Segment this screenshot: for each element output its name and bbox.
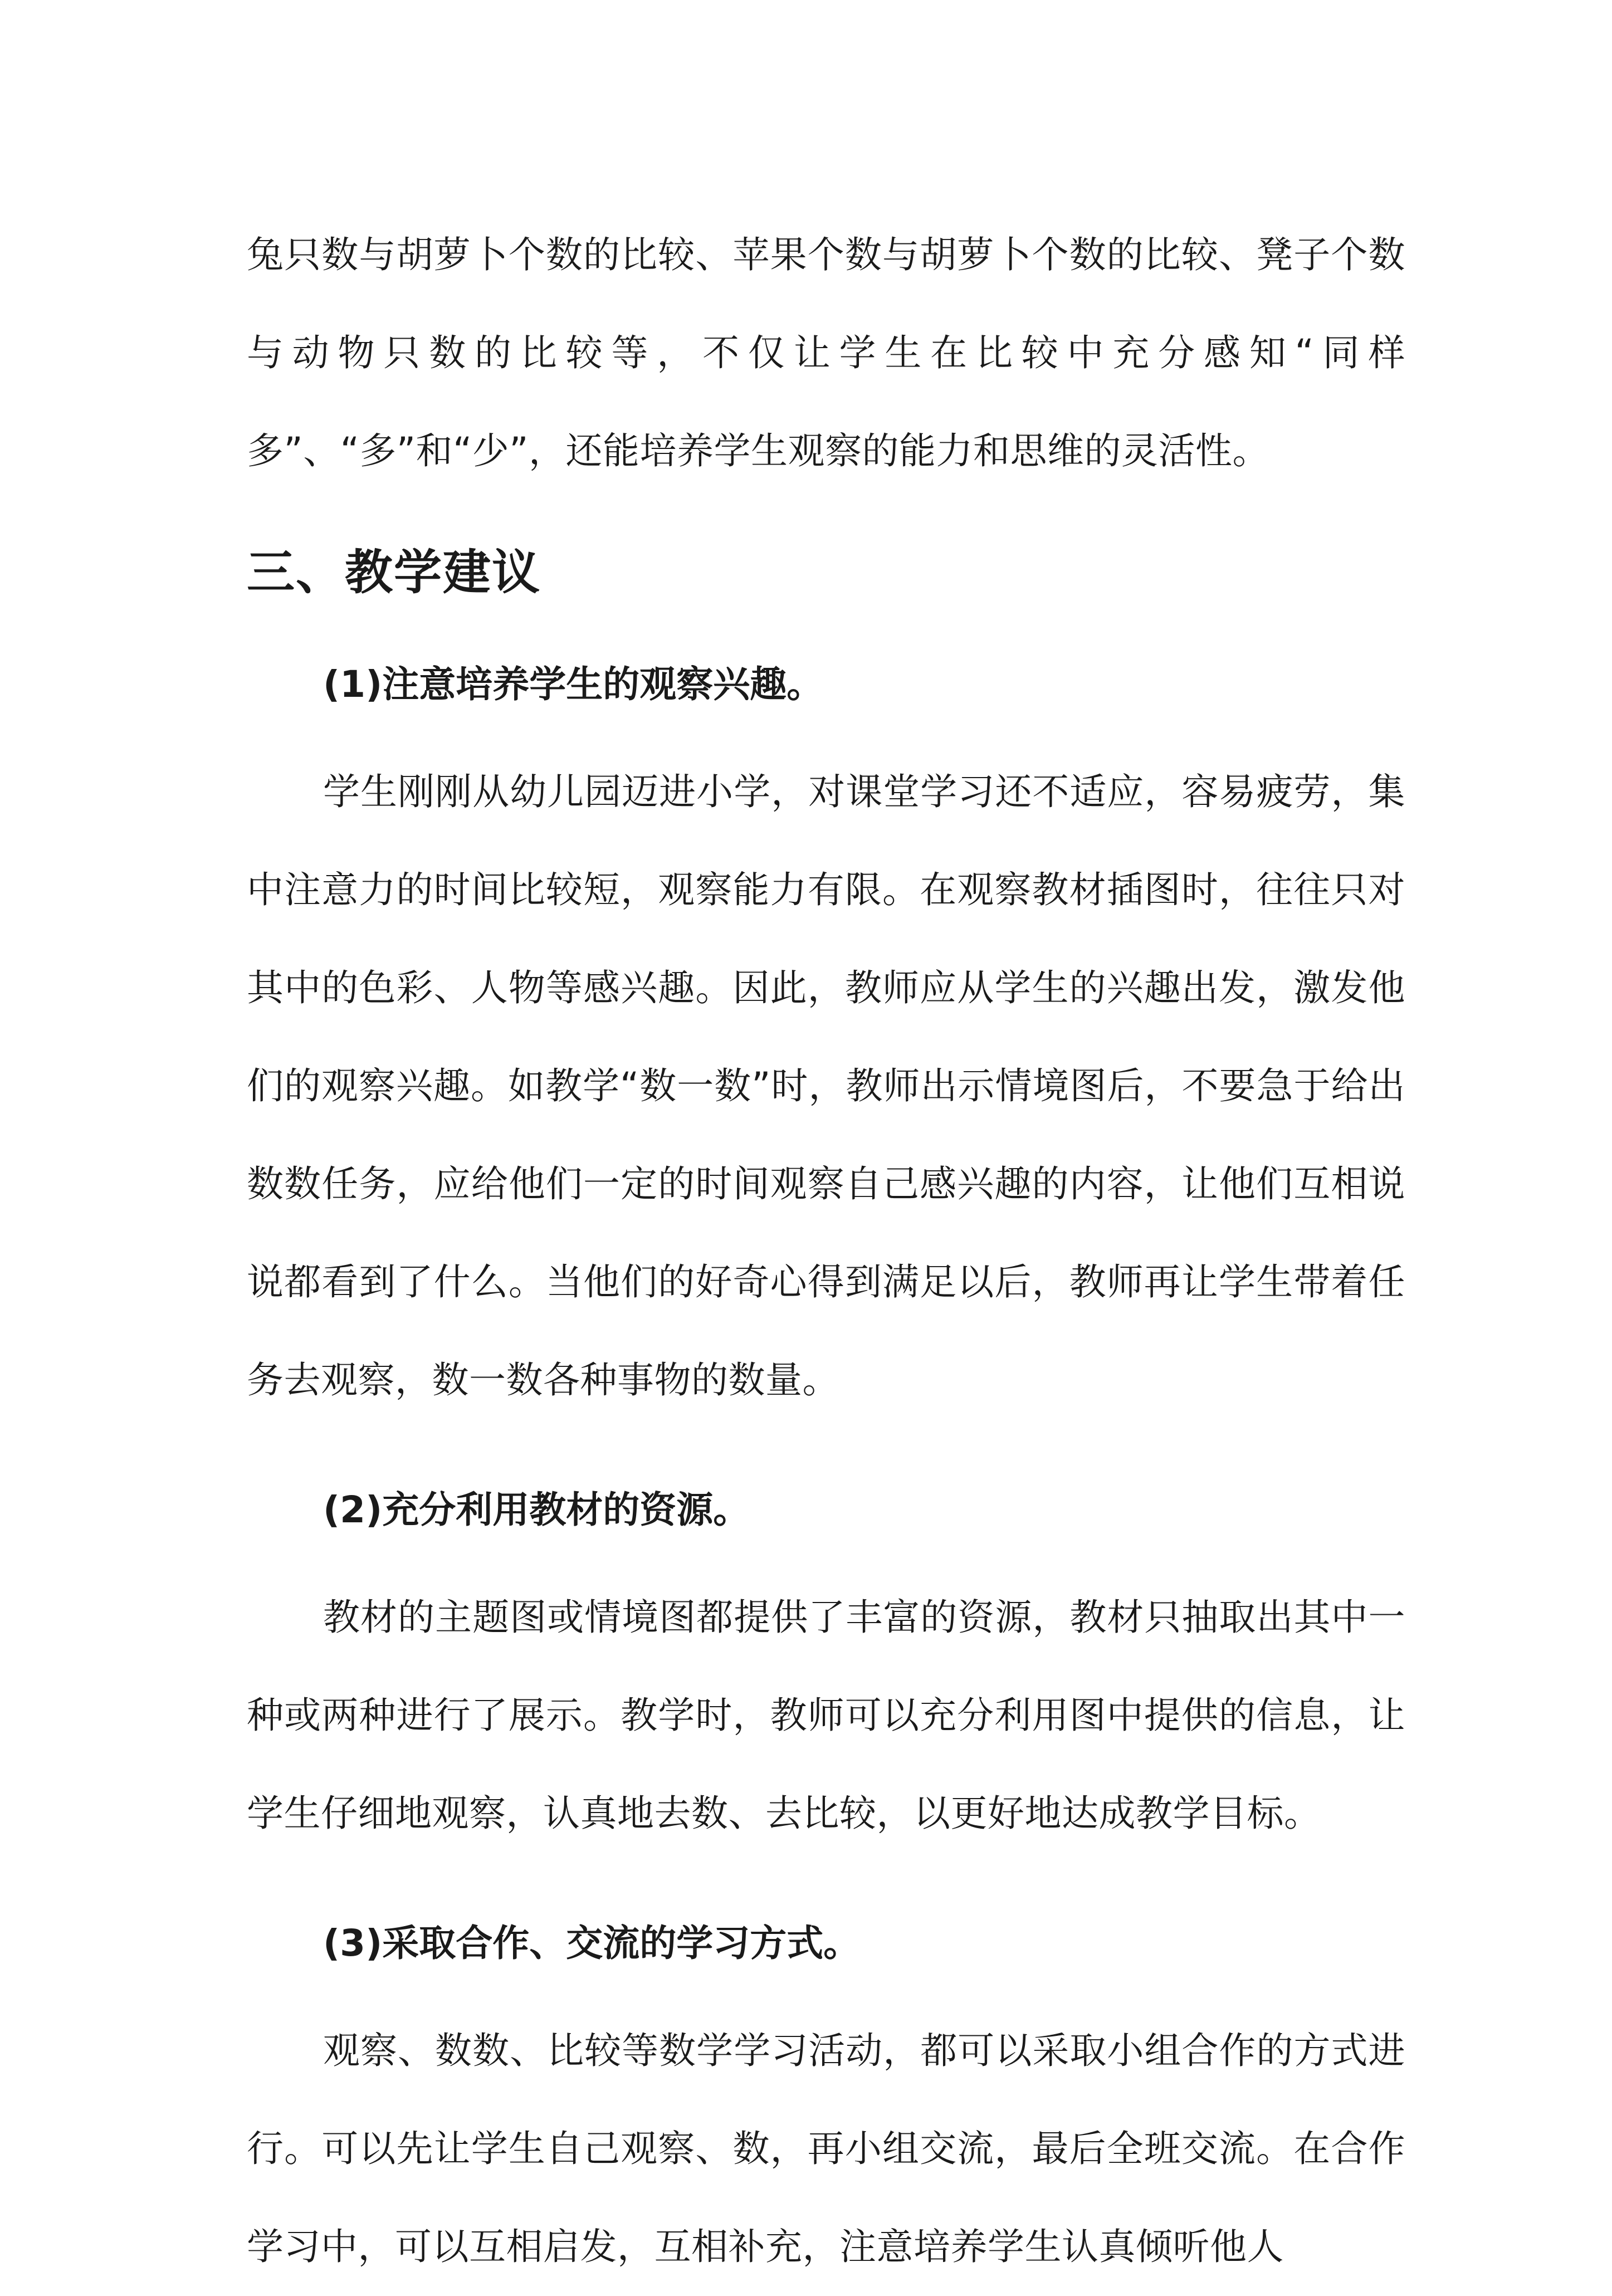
document-page — [247, 206, 1405, 2296]
item-1-heading: (1)注意培养学生的观察兴趣。 — [323, 663, 824, 706]
item-2-body: 教材的主题图或情境图都提供了丰富的资源，教材只抽取出其中一种或两种进行了展示。教学时，教师可以充分利用图中提供的信息，让学生仔细地观察，认真地去数、去比较，以更好地达成教学目标。 — [247, 1596, 1405, 1835]
item-2-heading: (2)充分利用教材的资源。 — [323, 1488, 750, 1531]
item-1-body: 学生刚刚从幼儿园迈进小学，对课堂学习还不适应，容易疲劳，集中注意力的时间比较短，观察能力有限。在观察教材插图时，往往只对其中的色彩、人物等感兴趣。因此，教师应从学生的兴趣出发，激发他们的观察兴趣。如教学“数一数”时，教师出示情境图后，不要急于给出数数任务，应给他们一定的时间观察自己感兴趣的内容，让他们互相说说都看到了什么。当他们的好奇心得到满足以后，教师再让学生带着任务去观察，数一数各种事物的数量。 — [247, 770, 1405, 1401]
section-title: 三、教学建议 — [247, 545, 541, 600]
item-3-body: 观察、数数、比较等数学学习活动，都可以采取小组合作的方式进行。可以先让学生自己观察、数，再小组交流，最后全班交流。在合作学习中，可以互相启发，互相补充，注意培养学生认真倾听他人 — [247, 2029, 1405, 2268]
item-3-heading: (3)采取合作、交流的学习方式。 — [323, 1922, 861, 1965]
intro-paragraph: 兔只数与胡萝卜个数的比较、苹果个数与胡萝卜个数的比较、凳子个数与动物只数的比较等，不仅让学生在比较中充分感知“同样多”、“多”和“少”，还能培养学生观察的能力和思维的灵活性。 — [247, 233, 1405, 472]
